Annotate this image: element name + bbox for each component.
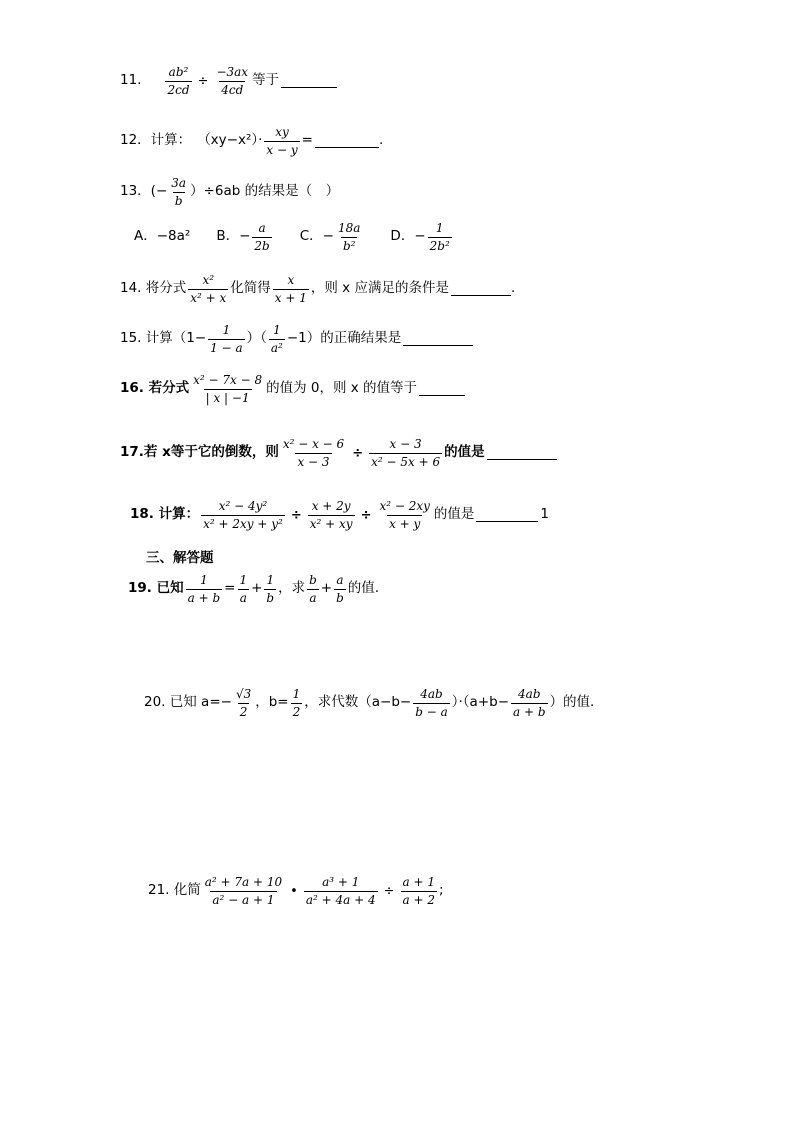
q13-option-b[interactable]: B．− $\frac{a}{2b}$ <box>216 221 270 253</box>
q11-fraction-1: $\frac{\text{ab²}}{2cd}$ <box>167 65 190 97</box>
q14-mid: 化简得 <box>230 280 271 297</box>
q18-tail: 的值是 <box>433 506 475 523</box>
question-17 <box>120 438 557 468</box>
q19-fraction-3: $\frac{1}{b}$ <box>266 573 275 605</box>
q14-fraction-2: $\frac{x}{x + 1}$ <box>274 273 307 305</box>
q14-tail: ，则 x 应满足的条件是 <box>310 280 449 297</box>
q15-number: 15. 计算（1− <box>120 330 207 347</box>
q18-answer: 1 <box>540 506 550 523</box>
q12-equals: = <box>301 132 313 149</box>
q17-fraction-2: $\frac{x - 3}{\text{x² − 5x + 6}}$ <box>371 437 441 469</box>
q20-mid-1: ，b= <box>255 694 289 711</box>
q14-fraction-1: $\frac{\text{x²}}{\text{x² + x}}$ <box>190 273 227 305</box>
q19-equals: = <box>224 580 236 597</box>
q19-fraction-4: $\frac{b}{a}$ <box>309 573 317 605</box>
section-heading-text: 三、解答题 <box>146 550 214 566</box>
q16-fraction: $\frac{\text{x² − 7x − 8}}{| x | -1}$ <box>193 373 263 405</box>
q13-tail: ）÷6ab 的结果是（ ） <box>190 183 340 200</box>
question-14 <box>120 274 515 304</box>
q16-tail: 的值为 0，则 x 的值等于 <box>266 380 418 397</box>
q12-number: 12．计算： <box>120 132 192 149</box>
q20-fraction-1: $\frac{√3}{2}$ <box>235 687 252 719</box>
q21-fraction-1: $\frac{\text{a² + 7a + 10}}{\text{a² − a + 1}}$ <box>204 875 283 907</box>
q17-number: 17.若 x等于它的倒数，则 <box>120 444 279 461</box>
q18-answer-blank <box>476 509 538 522</box>
q19-plus: + <box>251 580 263 597</box>
q12-fraction: $\frac{xy}{x - y}$ <box>266 125 298 157</box>
question-21 <box>148 876 444 906</box>
q17-divide: ÷ <box>352 445 364 461</box>
q18-fraction-3: $\frac{\text{x² − 2xy}}{x + y}$ <box>379 499 430 531</box>
q20-mid-3: ）·（a+b− <box>451 694 510 711</box>
q15-mid: ）（ <box>246 330 267 347</box>
q21-tail: ; <box>438 882 444 899</box>
q16-number: 16. 若分式 <box>120 380 190 397</box>
q12-expression: （xy−x²）· <box>197 132 263 149</box>
q13-number: 13．(− <box>120 183 168 200</box>
q17-tail: 的值是 <box>444 444 485 461</box>
q18-divide-2: ÷ <box>360 507 372 523</box>
question-19 <box>128 574 379 604</box>
q12-answer-blank <box>315 135 379 148</box>
q15-answer-blank <box>403 333 473 346</box>
q13-option-c[interactable]: C．− $\frac{18a}{\text{b²}}$ <box>299 221 361 253</box>
q19-fraction-2: $\frac{1}{a}$ <box>239 573 248 605</box>
q19-fraction-1: $\frac{1}{a + b}$ <box>187 573 221 605</box>
q20-number: 20. 已知 a=− <box>144 694 232 711</box>
q21-fraction-3: $\frac{a + 1}{a + 2}$ <box>402 875 435 907</box>
q19-tail: 的值. <box>347 580 380 597</box>
q17-answer-blank <box>487 447 557 460</box>
q16-answer-blank <box>419 383 465 396</box>
q11-tail: 等于 <box>252 72 280 89</box>
q15-fraction-2: $\frac{1}{\text{a²}}$ <box>270 323 283 355</box>
q13-options <box>134 222 480 252</box>
q12-end: . <box>378 132 384 149</box>
q19-mid: ，求 <box>278 580 306 597</box>
q19-plus-2: + <box>320 580 333 597</box>
q13-fraction: $\frac{3a}{b}$ <box>171 176 187 208</box>
q11-answer-blank <box>281 75 337 88</box>
q17-fraction-1: $\frac{\text{x² − x − 6}}{x - 3}$ <box>282 437 345 469</box>
q18-divide-1: ÷ <box>290 507 302 523</box>
q13-option-d[interactable]: D．− $\frac{1}{\text{2b²}}$ <box>390 221 450 253</box>
q15-fraction-1: $\frac{1}{1 - a}$ <box>210 323 243 355</box>
q20-fraction-3: $\frac{4ab}{b - a}$ <box>415 687 448 719</box>
q11-number: 11. <box>120 72 142 89</box>
q18-fraction-1: $\frac{\text{x² − 4y²}}{\text{x² + 2xy + y²}}$ <box>203 499 283 531</box>
question-18 <box>130 500 549 530</box>
q21-number: 21. 化简 <box>148 882 201 899</box>
q14-end: . <box>510 280 516 297</box>
question-16 <box>120 374 465 404</box>
q14-answer-blank <box>451 283 511 296</box>
section-heading <box>146 552 214 566</box>
q19-fraction-5: $\frac{a}{b}$ <box>336 573 344 605</box>
question-11 <box>120 66 337 96</box>
q21-divide: ÷ <box>383 883 395 899</box>
q19-number: 19. 已知 <box>128 580 184 597</box>
q20-fraction-4: $\frac{4ab}{a + b}$ <box>513 687 546 719</box>
q21-fraction-2: $\frac{\text{a³ + 1}}{\text{a² + 4a + 4}}$ <box>305 875 376 907</box>
q21-multiply: • <box>290 883 298 899</box>
question-13 <box>120 177 339 207</box>
q18-number: 18. 计算： <box>130 506 200 523</box>
q20-fraction-2: $\frac{1}{2}$ <box>292 687 301 719</box>
q18-fraction-2: $\frac{x + 2y}{\text{x² + xy}}$ <box>309 499 353 531</box>
q15-tail: −1）的正确结果是 <box>286 330 402 347</box>
question-20 <box>144 688 594 718</box>
question-12 <box>120 126 383 156</box>
q13-option-a[interactable]: A．−8a² <box>134 228 191 245</box>
q11-fraction-2: $\frac{-3ax}{4cd}$ <box>216 65 249 97</box>
q20-mid-2: ，求代数（a−b− <box>304 694 412 711</box>
q14-number: 14. 将分式 <box>120 280 187 297</box>
question-15 <box>120 324 473 354</box>
q11-divide: ÷ <box>197 73 209 89</box>
q20-tail: ）的值. <box>549 694 595 711</box>
